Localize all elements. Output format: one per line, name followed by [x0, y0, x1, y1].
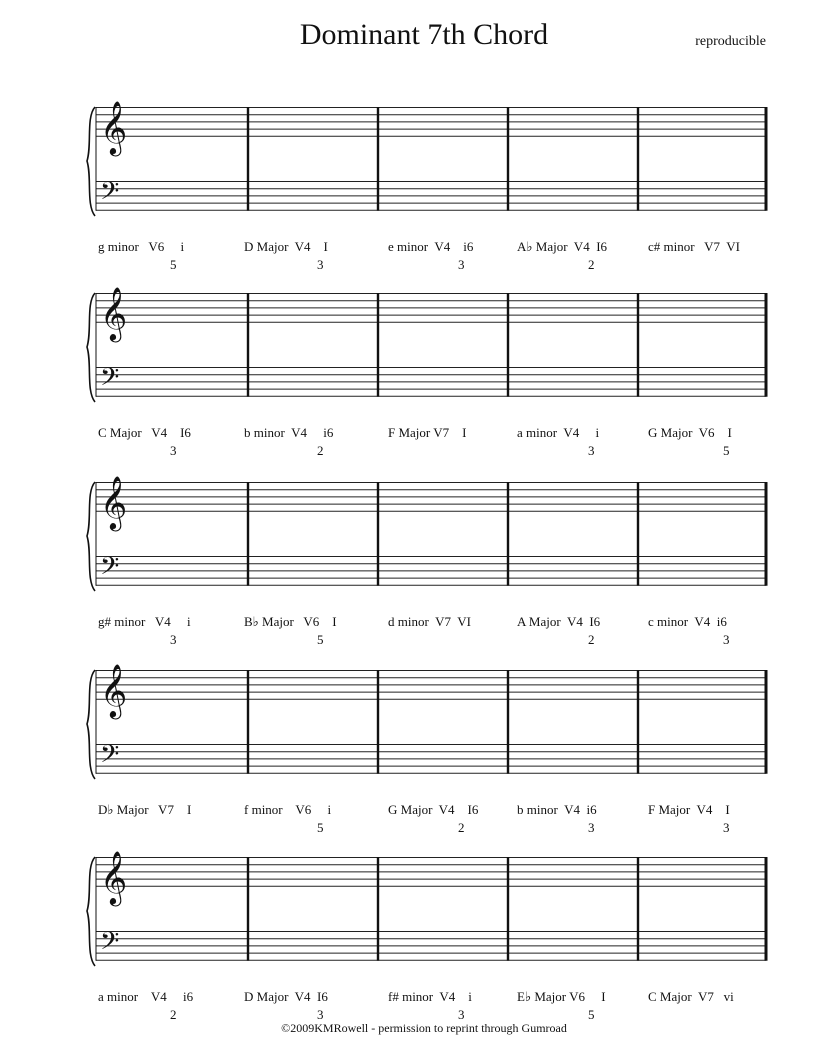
chord-key-label: a minor V4 i6: [98, 989, 194, 1004]
brace-icon: [87, 293, 95, 402]
measure-label: [88, 239, 218, 279]
chord-key-label: F Major V7 I: [388, 425, 467, 440]
chord-key-label: D Major V4 I6: [244, 989, 328, 1004]
grand-staff-system: [88, 100, 772, 272]
chord-key-label: D♭ Major V7 I: [98, 802, 192, 817]
inversion-figure: 3: [458, 257, 465, 272]
treble-clef-icon: 𝄞: [100, 663, 128, 717]
chord-key-label: G Major V6 I: [648, 425, 732, 440]
chord-key-label: c# minor V7 VI: [648, 239, 740, 254]
chord-key-label: G Major V4 I6: [388, 802, 479, 817]
brace-icon: [87, 857, 95, 966]
chord-label-row: [88, 614, 772, 654]
measure-label: [88, 802, 218, 842]
grand-staff-system: [88, 475, 772, 647]
inversion-figure: 5: [588, 1007, 595, 1022]
grand-staff-system: [88, 286, 772, 458]
chord-key-label: c minor V4 i6: [648, 614, 727, 629]
chord-key-label: D Major V4 I: [244, 239, 328, 254]
inversion-figure: 5: [317, 820, 324, 835]
chord-key-label: a minor V4 i: [517, 425, 600, 440]
measure-label: [638, 425, 768, 465]
inversion-figure: 3: [317, 1007, 324, 1022]
inversion-figure: 3: [317, 257, 324, 272]
measure-label: [378, 239, 508, 279]
measure-label: [234, 239, 364, 279]
inversion-figure: 3: [588, 820, 595, 835]
bass-clef-icon: 𝄢: [100, 552, 120, 587]
inversion-figure: 5: [317, 632, 324, 647]
measure-label: [234, 425, 364, 465]
chord-key-label: E♭ Major V6 I: [517, 989, 606, 1004]
measure-label: [378, 802, 508, 842]
inversion-figure: 2: [458, 820, 465, 835]
chord-key-label: d minor V7 VI: [388, 614, 471, 629]
reproducible-note: reproducible: [695, 34, 766, 49]
treble-clef-icon: 𝄞: [100, 100, 128, 154]
chord-key-label: C Major V4 I6: [98, 425, 191, 440]
measure-label: [638, 239, 768, 279]
chord-label-row: [88, 239, 772, 279]
measure-label: [507, 614, 637, 654]
inversion-figure: 2: [588, 257, 595, 272]
inversion-figure: 3: [723, 632, 730, 647]
treble-clef-icon: 𝄞: [100, 475, 128, 529]
measure-label: [507, 239, 637, 279]
chord-key-label: b minor V4 i6: [517, 802, 597, 817]
grand-staff-system: [88, 663, 772, 835]
chord-key-label: e minor V4 i6: [388, 239, 474, 254]
chord-key-label: C Major V7 vi: [648, 989, 734, 1004]
measure-label: [638, 614, 768, 654]
chord-key-label: A♭ Major V4 I6: [517, 239, 608, 254]
page-title: Dominant 7th Chord: [299, 18, 549, 51]
inversion-figure: 3: [588, 443, 595, 458]
brace-icon: [87, 670, 95, 779]
grand-staff: [88, 475, 778, 594]
measure-label: [234, 614, 364, 654]
grand-staff: [88, 850, 778, 969]
inversion-figure: 5: [723, 443, 730, 458]
inversion-figure: 3: [170, 443, 177, 458]
chord-key-label: b minor V4 i6: [244, 425, 334, 440]
brace-icon: [87, 107, 95, 216]
treble-clef-icon: 𝄞: [100, 286, 128, 340]
bass-clef-icon: 𝄢: [100, 740, 120, 775]
inversion-figure: 3: [723, 820, 730, 835]
grand-staff-system: [88, 850, 772, 1022]
measure-label: [507, 802, 637, 842]
inversion-figure: 2: [170, 1007, 177, 1022]
chord-key-label: A Major V4 I6: [517, 614, 601, 629]
chord-label-row: [88, 425, 772, 465]
measure-label: [507, 425, 637, 465]
bass-clef-icon: 𝄢: [100, 927, 120, 962]
bass-clef-icon: 𝄢: [100, 363, 120, 398]
chord-key-label: f minor V6 i: [244, 802, 332, 817]
chord-key-label: B♭ Major V6 I: [244, 614, 337, 629]
measure-label: [638, 802, 768, 842]
grand-staff: [88, 100, 778, 219]
measure-label: [88, 614, 218, 654]
inversion-figure: 3: [170, 632, 177, 647]
treble-clef-icon: 𝄞: [100, 850, 128, 904]
measure-label: [234, 802, 364, 842]
inversion-figure: 3: [458, 1007, 465, 1022]
chord-label-row: [88, 802, 772, 842]
brace-icon: [87, 482, 95, 591]
chord-key-label: f# minor V4 i: [388, 989, 472, 1004]
inversion-figure: 5: [170, 257, 177, 272]
grand-staff: [88, 286, 778, 405]
chord-key-label: F Major V4 I: [648, 802, 730, 817]
inversion-figure: 2: [317, 443, 324, 458]
bass-clef-icon: 𝄢: [100, 177, 120, 212]
grand-staff: [88, 663, 778, 782]
inversion-figure: 2: [588, 632, 595, 647]
chord-key-label: g# minor V4 i: [98, 614, 191, 629]
measure-label: [88, 425, 218, 465]
copyright-footer: ©2009KMRowell - permission to reprint through Gumroad: [281, 1021, 567, 1035]
chord-key-label: g minor V6 i: [98, 239, 185, 254]
measure-label: [378, 614, 508, 654]
measure-label: [378, 425, 508, 465]
